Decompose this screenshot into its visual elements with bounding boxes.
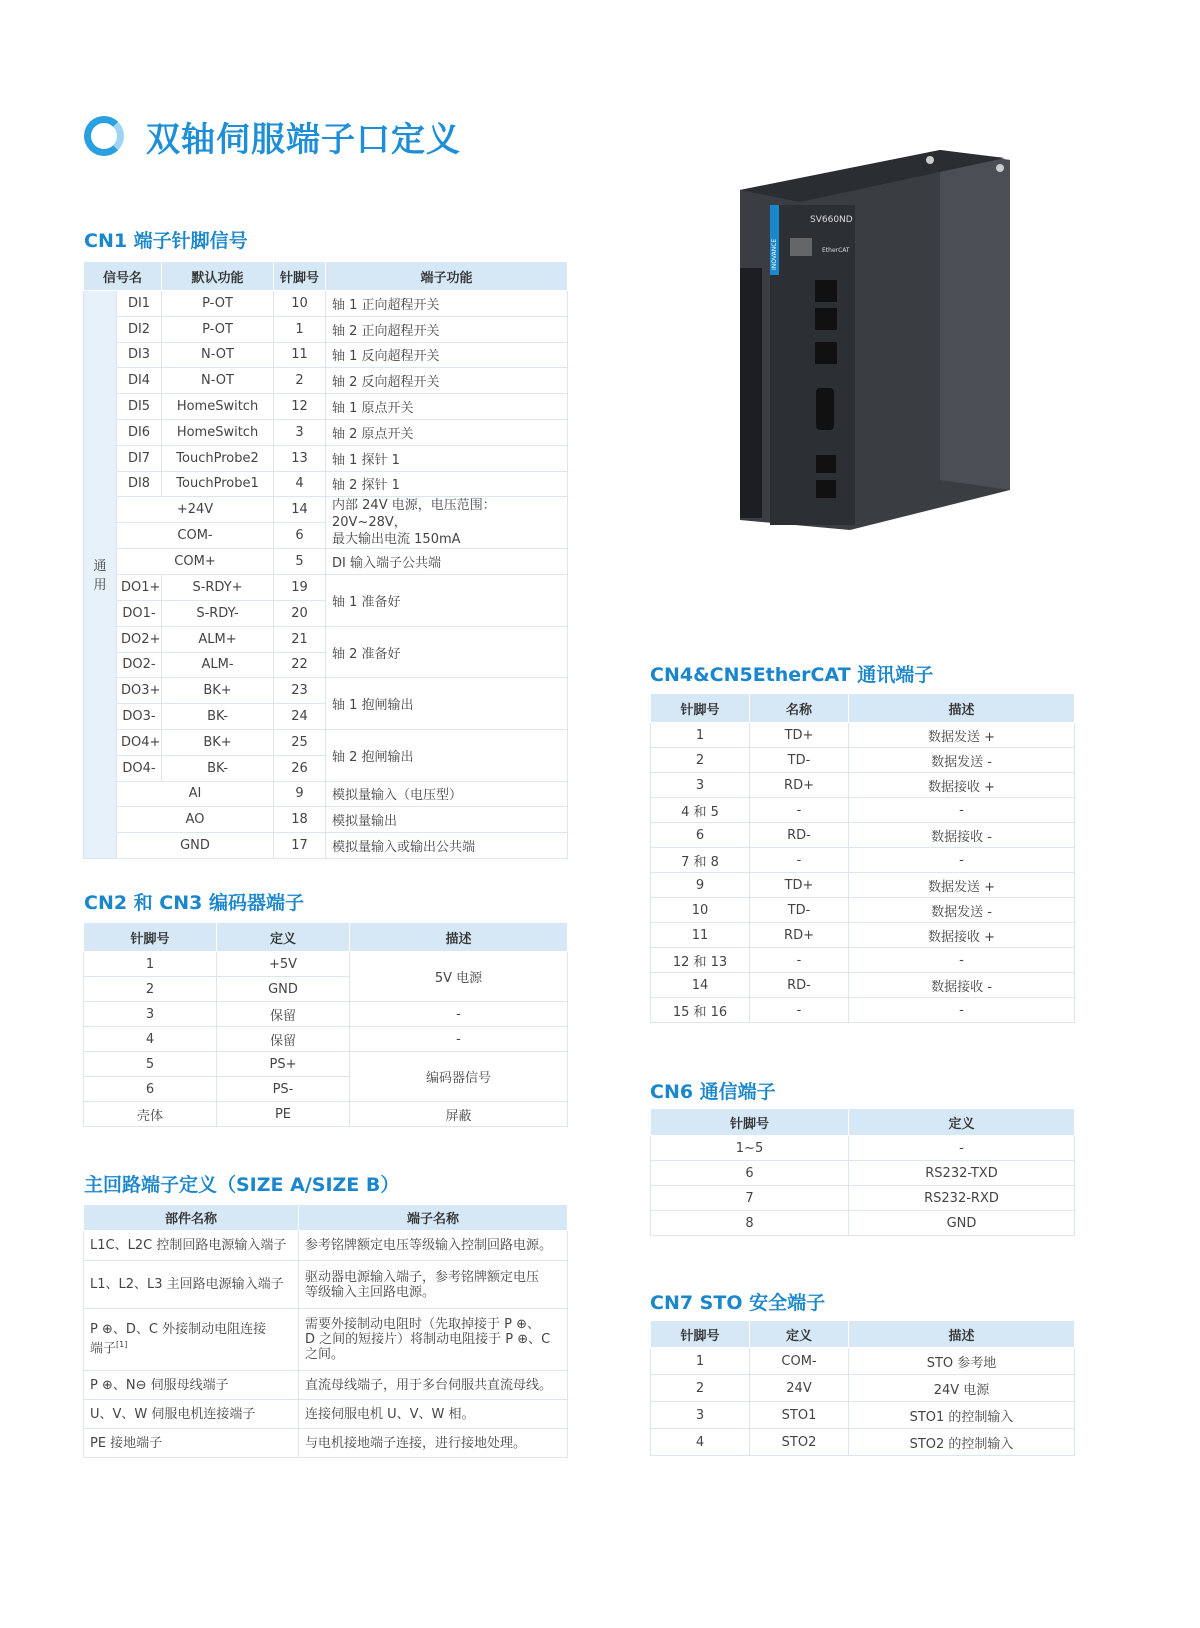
header-cell: 名称 xyxy=(750,694,849,723)
desc-cell: 轴 2 抱闸输出 xyxy=(326,729,568,781)
desc-line: 最大输出电流 150mA xyxy=(332,532,461,548)
desc-line: 直流母线端子，用于多台伺服共直流母线。 xyxy=(305,1377,553,1393)
pin-cell: 25 xyxy=(274,729,326,755)
desc-cell: 数据发送 + xyxy=(849,723,1075,748)
desc-cell: 数据接收 - xyxy=(849,973,1075,998)
desc-cell: 数据发送 - xyxy=(849,748,1075,773)
signal-name-cell: DI5 xyxy=(117,394,162,420)
signal-name-cell: DO2+ xyxy=(117,626,162,652)
table-row xyxy=(651,1348,1075,1375)
desc-cell: 数据接收 - xyxy=(849,823,1075,848)
table-row xyxy=(84,1231,568,1261)
pin-cell: 5 xyxy=(274,549,326,575)
desc-cell: 模拟量输出 xyxy=(326,807,568,833)
table-row xyxy=(84,471,568,497)
table-row xyxy=(84,781,568,807)
desc-line: 与电机接地端子连接，进行接地处理。 xyxy=(305,1435,527,1451)
part-text: U、V、W 伺服电机连接端子 xyxy=(90,1406,256,1422)
def-cell: GND xyxy=(217,977,350,1002)
signal-name-cell: DO2- xyxy=(117,652,162,678)
header-cell: 描述 xyxy=(849,694,1075,723)
desc-line: 之间。 xyxy=(305,1347,345,1362)
pin-cell: 12 和 13 xyxy=(651,948,750,973)
desc-cell: - xyxy=(849,848,1075,873)
name-cell: RD+ xyxy=(750,773,849,798)
table-header-row xyxy=(84,1205,568,1231)
table-row xyxy=(84,626,568,652)
desc-cell: - xyxy=(350,1027,568,1052)
pin-cell: 12 xyxy=(274,394,326,420)
table-row xyxy=(84,575,568,601)
signal-name-cell: DI3 xyxy=(117,342,162,368)
def-cell: RS232-TXD xyxy=(849,1161,1075,1186)
table-row xyxy=(651,898,1075,923)
signal-name-cell: DI2 xyxy=(117,316,162,342)
def-cell: 保留 xyxy=(217,1002,350,1027)
pin-cell: 3 xyxy=(651,1402,750,1429)
name-cell: - xyxy=(750,948,849,973)
page-title-block xyxy=(84,108,461,164)
table-header-row xyxy=(651,694,1075,723)
pin-cell: 2 xyxy=(651,1375,750,1402)
default-func-cell: BK+ xyxy=(162,678,274,704)
table-header-row xyxy=(651,1321,1075,1348)
table-row xyxy=(84,1027,568,1052)
name-cell: - xyxy=(750,998,849,1023)
desc-cell: 数据发送 - xyxy=(849,898,1075,923)
desc-cell: 轴 2 原点开关 xyxy=(326,419,568,445)
pin-cell: 壳体 xyxy=(84,1102,217,1127)
desc-cell: 轴 1 反向超程开关 xyxy=(326,342,568,368)
pin-cell: 10 xyxy=(274,291,326,317)
default-func-cell: COM+ xyxy=(117,549,274,575)
table-row xyxy=(651,798,1075,823)
desc-cell: 轴 1 探针 1 xyxy=(326,445,568,471)
def-cell: PS+ xyxy=(217,1052,350,1077)
desc-cell: 轴 1 准备好 xyxy=(326,575,568,627)
table-row xyxy=(651,1375,1075,1402)
desc-cell: 数据接收 + xyxy=(849,923,1075,948)
name-cell: RD- xyxy=(750,823,849,848)
desc-cell: 5V 电源 xyxy=(350,952,568,1002)
def-cell: PE xyxy=(217,1102,350,1127)
pin-cell: 15 和 16 xyxy=(651,998,750,1023)
cn1-table xyxy=(83,261,568,859)
default-func-cell: ALM- xyxy=(162,652,274,678)
part-cell xyxy=(84,1309,299,1371)
name-cell: TD- xyxy=(750,898,849,923)
desc-line: 连接伺服电机 U、V、W 相。 xyxy=(305,1406,475,1422)
default-func-cell: HomeSwitch xyxy=(162,419,274,445)
name-cell: RD+ xyxy=(750,923,849,948)
pin-cell: 14 xyxy=(274,497,326,523)
table-row xyxy=(651,1211,1075,1236)
table-row xyxy=(84,316,568,342)
pin-cell: 6 xyxy=(651,823,750,848)
table-row xyxy=(84,1371,568,1400)
pin-cell: 6 xyxy=(274,523,326,549)
main-circuit-title: 主回路端子定义（SIZE A/SIZE B） xyxy=(84,1174,400,1196)
table-row xyxy=(651,948,1075,973)
name-cell: TD- xyxy=(750,748,849,773)
table-row xyxy=(84,368,568,394)
table-row xyxy=(84,394,568,420)
default-func-cell: AI xyxy=(117,781,274,807)
table-row xyxy=(651,1402,1075,1429)
header-cell: 默认功能 xyxy=(162,262,274,291)
signal-name-cell: DO3- xyxy=(117,704,162,730)
pin-cell: 6 xyxy=(84,1077,217,1102)
desc-cell: 24V 电源 xyxy=(849,1375,1075,1402)
pin-cell: 13 xyxy=(274,445,326,471)
pin-cell: 4 xyxy=(84,1027,217,1052)
table-row xyxy=(84,952,568,977)
header-cell: 针脚号 xyxy=(84,923,217,952)
page-title: 双轴伺服端子口定义 xyxy=(146,119,461,160)
cn23-title: CN2 和 CN3 编码器端子 xyxy=(84,892,304,914)
pin-cell: 2 xyxy=(274,368,326,394)
pin-cell: 24 xyxy=(274,704,326,730)
table-row xyxy=(651,723,1075,748)
pin-cell: 1 xyxy=(651,723,750,748)
def-cell: PS- xyxy=(217,1077,350,1102)
header-cell: 端子功能 xyxy=(326,262,568,291)
default-func-cell: COM- xyxy=(117,523,274,549)
signal-name-cell: DI7 xyxy=(117,445,162,471)
table-row xyxy=(84,1400,568,1429)
table-row xyxy=(651,923,1075,948)
header-cell: 针脚号 xyxy=(651,694,750,723)
name-cell: TD+ xyxy=(750,723,849,748)
desc-line: 内部 24V 电源，电压范围：20V~28V， xyxy=(332,498,496,531)
table-row xyxy=(651,1186,1075,1211)
default-func-cell: GND xyxy=(117,833,274,859)
pin-cell: 20 xyxy=(274,600,326,626)
def-cell: COM- xyxy=(750,1348,849,1375)
def-cell: STO1 xyxy=(750,1402,849,1429)
pin-cell: 2 xyxy=(84,977,217,1002)
default-func-cell: +24V xyxy=(117,497,274,523)
desc-cell: DI 输入端子公共端 xyxy=(326,549,568,575)
signal-name-cell: DI4 xyxy=(117,368,162,394)
part-cell xyxy=(84,1261,299,1309)
terminal-desc-cell xyxy=(299,1371,568,1400)
pin-cell: 4 xyxy=(274,471,326,497)
terminal-desc-cell xyxy=(299,1309,568,1371)
pin-cell: 9 xyxy=(274,781,326,807)
desc-cell: STO 参考地 xyxy=(849,1348,1075,1375)
desc-line: 需要外接制动电阻时（先取掉接于 P ⊕、 xyxy=(305,1317,540,1332)
desc-cell: STO1 的控制输入 xyxy=(849,1402,1075,1429)
desc-cell: 数据发送 + xyxy=(849,873,1075,898)
table-row xyxy=(84,419,568,445)
pin-cell: 1 xyxy=(651,1348,750,1375)
name-cell: - xyxy=(750,848,849,873)
pin-cell: 4 xyxy=(651,1429,750,1456)
name-cell: RD- xyxy=(750,973,849,998)
pin-cell: 18 xyxy=(274,807,326,833)
table-row xyxy=(84,497,568,523)
header-cell: 针脚号 xyxy=(274,262,326,291)
table-header-row xyxy=(651,1109,1075,1136)
desc-cell: - xyxy=(849,798,1075,823)
table-row xyxy=(651,823,1075,848)
pin-cell: 9 xyxy=(651,873,750,898)
desc-line: D 之间的短接片）将制动电阻接于 P ⊕、C xyxy=(305,1332,551,1347)
desc-cell: - xyxy=(849,948,1075,973)
default-func-cell: TouchProbe2 xyxy=(162,445,274,471)
table-header-row xyxy=(84,262,568,291)
def-cell: - xyxy=(849,1136,1075,1161)
table-row xyxy=(84,1002,568,1027)
default-func-cell: P-OT xyxy=(162,316,274,342)
main-circuit-table xyxy=(83,1204,568,1458)
cn45-table xyxy=(650,693,1075,1023)
signal-name-cell: DI6 xyxy=(117,419,162,445)
header-cell: 描述 xyxy=(849,1321,1075,1348)
part-text: 端子 xyxy=(90,1341,117,1357)
signal-name-cell: DI8 xyxy=(117,471,162,497)
pin-cell: 2 xyxy=(651,748,750,773)
table-row xyxy=(651,773,1075,798)
part-cell xyxy=(84,1429,299,1458)
signal-name-cell: DI1 xyxy=(117,291,162,317)
cn6-table xyxy=(650,1108,1075,1236)
table-row xyxy=(84,807,568,833)
pin-cell: 23 xyxy=(274,678,326,704)
table-row xyxy=(651,748,1075,773)
pin-cell: 19 xyxy=(274,575,326,601)
table-row xyxy=(84,1309,568,1371)
def-cell: STO2 xyxy=(750,1429,849,1456)
signal-name-cell: DO3+ xyxy=(117,678,162,704)
table-row xyxy=(84,678,568,704)
table-row xyxy=(84,1102,568,1127)
ring-icon xyxy=(84,116,124,156)
table-row xyxy=(84,342,568,368)
part-text: PE 接地端子 xyxy=(90,1435,163,1451)
group-label-cell: 通用 xyxy=(84,291,117,859)
footnote-marker: [1] xyxy=(116,1340,128,1350)
brand-text: INOVANCE xyxy=(771,238,778,270)
pin-cell: 5 xyxy=(84,1052,217,1077)
part-cell xyxy=(84,1400,299,1429)
cn6-title: CN6 通信端子 xyxy=(650,1081,776,1103)
table-row xyxy=(651,973,1075,998)
pin-cell: 4 和 5 xyxy=(651,798,750,823)
name-cell: TD+ xyxy=(750,873,849,898)
table-header-row xyxy=(84,923,568,952)
pin-cell: 7 xyxy=(651,1186,849,1211)
desc-cell: - xyxy=(350,1002,568,1027)
terminal-desc-cell xyxy=(299,1231,568,1261)
signal-name-cell: DO1- xyxy=(117,600,162,626)
cn1-title: CN1 端子针脚信号 xyxy=(84,230,248,252)
part-text: P ⊕、D、C 外接制动电阻连接 xyxy=(90,1322,267,1338)
cn7-title: CN7 STO 安全端子 xyxy=(650,1292,826,1314)
table-row xyxy=(84,1429,568,1458)
header-cell: 定义 xyxy=(217,923,350,952)
table-row xyxy=(84,729,568,755)
desc-cell: - xyxy=(849,998,1075,1023)
default-func-cell: HomeSwitch xyxy=(162,394,274,420)
default-func-cell: TouchProbe1 xyxy=(162,471,274,497)
desc-cell xyxy=(326,497,568,549)
pin-cell: 8 xyxy=(651,1211,849,1236)
def-cell: 24V xyxy=(750,1375,849,1402)
default-func-cell: BK- xyxy=(162,704,274,730)
header-cell: 端子名称 xyxy=(299,1205,568,1231)
default-func-cell: AO xyxy=(117,807,274,833)
default-func-cell: ALM+ xyxy=(162,626,274,652)
desc-cell: 屏蔽 xyxy=(350,1102,568,1127)
pin-cell: 3 xyxy=(84,1002,217,1027)
def-cell: GND xyxy=(849,1211,1075,1236)
table-row xyxy=(84,549,568,575)
table-row xyxy=(84,445,568,471)
desc-cell: 数据接收 + xyxy=(849,773,1075,798)
default-func-cell: BK- xyxy=(162,755,274,781)
table-row xyxy=(84,833,568,859)
desc-line: 等级输入主回路电源。 xyxy=(305,1284,436,1300)
pin-cell: 11 xyxy=(274,342,326,368)
pin-cell: 26 xyxy=(274,755,326,781)
desc-cell: 轴 2 正向超程开关 xyxy=(326,316,568,342)
cn45-title: CN4&CN5EtherCAT 通讯端子 xyxy=(650,664,934,686)
signal-name-cell: DO4+ xyxy=(117,729,162,755)
table-row xyxy=(651,1429,1075,1456)
part-text: P ⊕、N⊖ 伺服母线端子 xyxy=(90,1377,229,1393)
desc-cell: 轴 1 抱闸输出 xyxy=(326,678,568,730)
part-cell xyxy=(84,1231,299,1261)
desc-cell: 编码器信号 xyxy=(350,1052,568,1102)
pin-cell: 17 xyxy=(274,833,326,859)
pin-cell: 22 xyxy=(274,652,326,678)
desc-cell: 轴 1 正向超程开关 xyxy=(326,291,568,317)
default-func-cell: S-RDY- xyxy=(162,600,274,626)
default-func-cell: S-RDY+ xyxy=(162,575,274,601)
table-row xyxy=(651,1161,1075,1186)
servo-drive-image xyxy=(740,150,1040,550)
pin-cell: 1 xyxy=(84,952,217,977)
terminal-desc-cell xyxy=(299,1429,568,1458)
table-row xyxy=(84,291,568,317)
cn7-table xyxy=(650,1320,1075,1456)
desc-cell: 轴 2 反向超程开关 xyxy=(326,368,568,394)
header-cell: 部件名称 xyxy=(84,1205,299,1231)
header-cell: 针脚号 xyxy=(651,1321,750,1348)
desc-line: 参考铭牌额定电压等级输入控制回路电源。 xyxy=(305,1238,553,1253)
header-cell: 描述 xyxy=(350,923,568,952)
table-row xyxy=(84,1052,568,1077)
pin-cell: 6 xyxy=(651,1161,849,1186)
pin-cell: 10 xyxy=(651,898,750,923)
def-cell: +5V xyxy=(217,952,350,977)
part-text: L1、L2、L3 主回路电源输入端子 xyxy=(90,1277,284,1292)
def-cell: 保留 xyxy=(217,1027,350,1052)
table-row xyxy=(651,1136,1075,1161)
signal-name-cell: DO1+ xyxy=(117,575,162,601)
part-cell xyxy=(84,1371,299,1400)
pin-cell: 21 xyxy=(274,626,326,652)
desc-cell: 轴 1 原点开关 xyxy=(326,394,568,420)
header-cell: 定义 xyxy=(750,1321,849,1348)
header-cell: 定义 xyxy=(849,1109,1075,1136)
cn23-table xyxy=(83,922,568,1127)
pin-cell: 3 xyxy=(651,773,750,798)
desc-cell: 模拟量输入（电压型） xyxy=(326,781,568,807)
desc-cell: 轴 2 探针 1 xyxy=(326,471,568,497)
ethercat-logo: EtherCAT xyxy=(822,247,850,254)
desc-cell: 模拟量输入或输出公共端 xyxy=(326,833,568,859)
pin-cell: 1~5 xyxy=(651,1136,849,1161)
def-cell: RS232-RXD xyxy=(849,1186,1075,1211)
pin-cell: 1 xyxy=(274,316,326,342)
table-row xyxy=(651,998,1075,1023)
default-func-cell: BK+ xyxy=(162,729,274,755)
default-func-cell: P-OT xyxy=(162,291,274,317)
desc-cell: 轴 2 准备好 xyxy=(326,626,568,678)
signal-name-cell: DO4- xyxy=(117,755,162,781)
model-text: SV660ND xyxy=(810,215,853,225)
name-cell: - xyxy=(750,798,849,823)
desc-line: 驱动器电源输入端子，参考铭牌额定电压 xyxy=(305,1269,540,1285)
pin-cell: 14 xyxy=(651,973,750,998)
terminal-desc-cell xyxy=(299,1261,568,1309)
part-text: L1C、L2C 控制回路电源输入端子 xyxy=(90,1238,287,1253)
header-cell: 针脚号 xyxy=(651,1109,849,1136)
header-cell: 信号名 xyxy=(84,262,162,291)
desc-cell: STO2 的控制输入 xyxy=(849,1429,1075,1456)
terminal-desc-cell xyxy=(299,1400,568,1429)
table-row xyxy=(651,848,1075,873)
pin-cell: 3 xyxy=(274,419,326,445)
default-func-cell: N-OT xyxy=(162,342,274,368)
pin-cell: 11 xyxy=(651,923,750,948)
table-row xyxy=(651,873,1075,898)
default-func-cell: N-OT xyxy=(162,368,274,394)
pin-cell: 7 和 8 xyxy=(651,848,750,873)
table-row xyxy=(84,1261,568,1309)
